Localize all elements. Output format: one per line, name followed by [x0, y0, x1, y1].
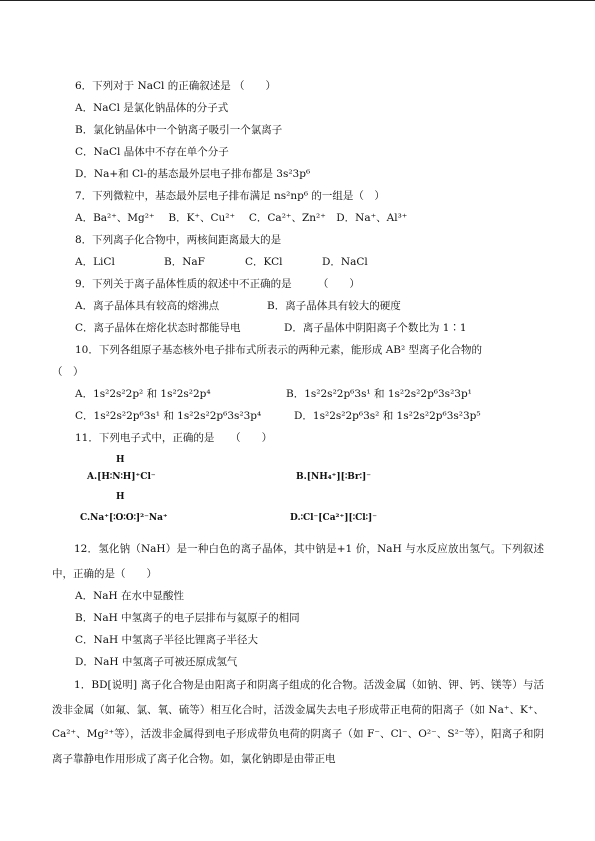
q11-option-c: C.Na⁺[∶O∶O∶]²⁻Na⁺	[80, 513, 168, 523]
q9-option-b: B．离子晶体具有较大的硬度	[267, 300, 401, 312]
q10-stem-end: （ ）	[52, 366, 84, 378]
q12-option-a: A．NaH 在水中显酸性	[75, 590, 185, 602]
q7-stem: 7．下列微粒中，基态最外层电子排布满足 ns²np⁶ 的一组是（ ）	[75, 190, 385, 202]
q6-option-a: A．NaCl 是氯化钠晶体的分子式	[75, 102, 229, 114]
q12-option-c: C．NaH 中氢离子半径比锂离子半径大	[75, 634, 258, 646]
q9-stem: 9．下列关于离子晶体性质的叙述中不正确的是 （ ）	[75, 278, 360, 290]
q11-option-a: A.[H∶N∶H]⁺Cl⁻	[87, 472, 156, 482]
q9-option-c: C．离子晶体在熔化状态时都能导电	[75, 322, 241, 334]
q6-option-d: D．Na+和 Cl-的基态最外层电子排布都是 3s²3p⁶	[75, 168, 311, 180]
q11-option-d: D.∶Cl⁻[Ca²⁺][∶Cl∶]⁻	[290, 513, 378, 523]
q8-option-d: D．NaCl	[322, 256, 368, 268]
answer-explanation: 1．BD[说明] 离子化合物是由阳离子和阴离子组成的化合物。活泼金属（如钠、钾、钙、镁等）与活泼非金属（如氟、氯、氧、硫等）相互化合时，活泼金属失去电子形成带正电荷的阳离子（如 Na⁺、K⁺、Ca²⁺、Mg²⁺等），活泼非金属得到电子形成带负电荷的阴离子（如 F⁻、Cl⁻、O²⁻、S²⁻等），阳离子和阴离子靠静电作用形成了离子化合物。如，氯化钠即是由带正电	[52, 679, 544, 765]
q12-option-b: B．NaH 中氢离子的电子层排布与氦原子的相同	[75, 612, 300, 624]
q8-option-b: B．NaF	[164, 256, 205, 268]
page-top-border	[0, 0, 595, 1]
q10-option-b: B．1s²2s²2p⁶3s¹ 和 1s²2s²2p⁶3s²3p¹	[286, 388, 472, 400]
q6-option-c: C．NaCl 晶体中不存在单个分子	[75, 146, 229, 158]
q7-options: A．Ba²⁺、Mg²⁺ B．K⁺、Cu²⁺ C．Ca²⁺、Zn²⁺ D．Na⁺、Al³⁺	[75, 212, 408, 224]
q10-option-c: C．1s²2s²2p⁶3s¹ 和 1s²2s²2p⁶3s²3p⁴	[75, 410, 262, 422]
q11-stem: 11．下列电子式中，正确的是 （ ）	[75, 432, 273, 444]
q10-option-d: D．1s²2s²2p⁶3s² 和 1s²2s²2p⁶3s²3p⁵	[294, 410, 481, 422]
q11-a-top-h: H	[116, 455, 125, 465]
q11-a-bottom-h: H	[116, 492, 125, 502]
q6-option-b: B．氯化钠晶体中一个钠离子吸引一个氯离子	[75, 124, 283, 136]
q9-option-d: D．离子晶体中阴阳离子个数比为 1∶1	[284, 322, 467, 334]
q12-option-d: D．NaH 中氢离子可被还原成氢气	[75, 656, 238, 668]
q10-option-a: A．1s²2s²2p² 和 1s²2s²2p⁴	[75, 388, 211, 400]
q12-stem: 12．氢化钠（NaH）是一种白色的离子晶体，其中钠是+1 价，NaH 与水反应放出氢气。下列叙述中，正确的是（ ）	[52, 543, 544, 580]
q8-stem: 8．下列离子化合物中，两核间距离最大的是	[75, 234, 282, 246]
q8-option-a: A．LiCl	[75, 256, 115, 268]
q9-option-a: A．离子晶体具有较高的熔沸点	[75, 300, 220, 312]
q10-stem: 10．下列各组原子基态核外电子排布式所表示的两种元素，能形成 AB² 型离子化合物的	[75, 344, 483, 356]
q11-option-b: B.[NH₄⁺][∶Br∶]⁻	[296, 472, 371, 482]
q8-option-c: C．KCl	[245, 256, 283, 268]
q6-stem: 6．下列对于 NaCl 的正确叙述是 （ ）	[75, 80, 277, 92]
